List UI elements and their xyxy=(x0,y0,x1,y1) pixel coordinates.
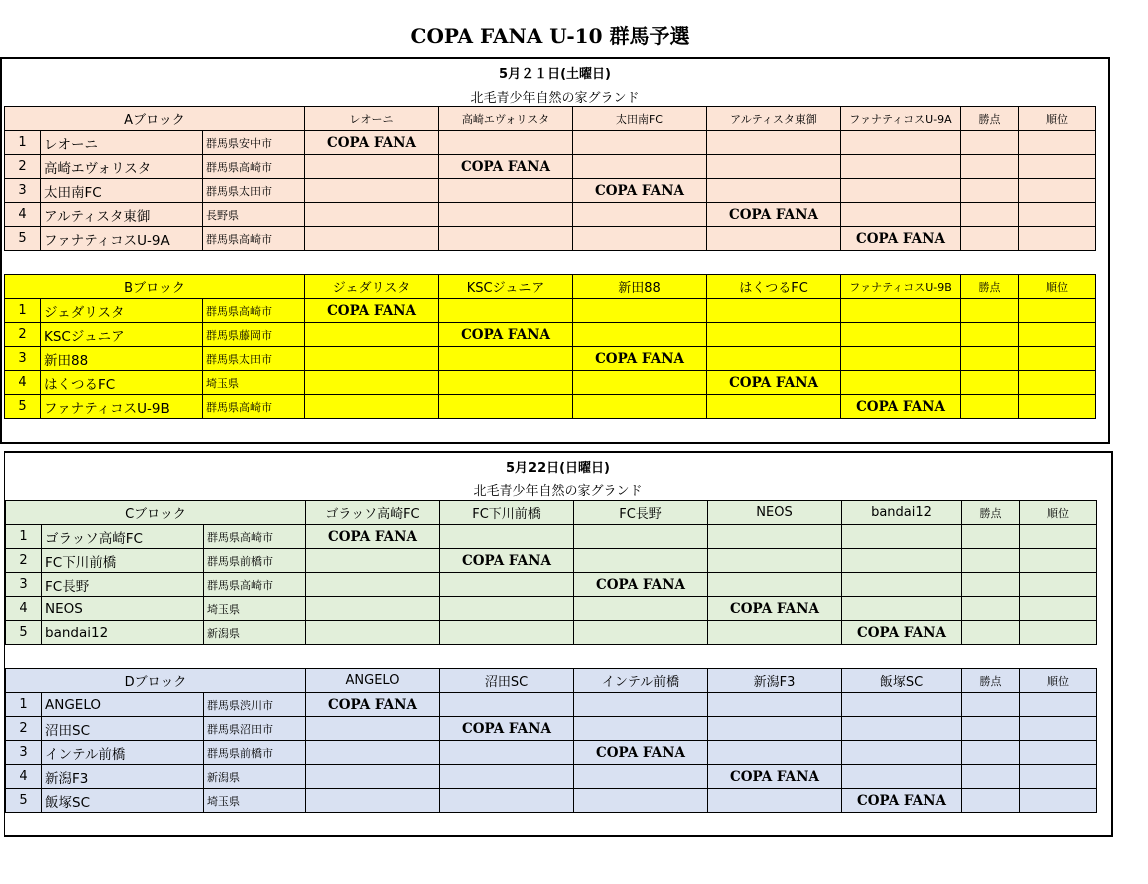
block-a-table xyxy=(4,106,1096,251)
match-result-cell xyxy=(306,717,440,741)
points-cell xyxy=(961,323,1019,347)
match-result-cell xyxy=(574,717,708,741)
match-result-cell xyxy=(707,131,841,155)
points-cell xyxy=(962,573,1020,597)
rank-cell xyxy=(1020,717,1097,741)
rank-cell xyxy=(1019,299,1096,323)
block-d-title: Dブロック xyxy=(6,669,306,693)
match-result-cell xyxy=(842,573,962,597)
block-a-team-row xyxy=(5,155,1096,179)
points-cell xyxy=(962,549,1020,573)
day2-panel xyxy=(4,451,1113,837)
copa-fana-diagonal-cell: COPA FANA xyxy=(841,227,961,251)
match-result-cell xyxy=(305,203,439,227)
match-result-cell xyxy=(841,371,961,395)
match-result-cell xyxy=(842,741,962,765)
rank-header: 順位 xyxy=(1020,501,1097,525)
team-name: ファナティコスU-9B xyxy=(41,395,203,419)
match-result-cell xyxy=(574,525,708,549)
team-location: 群馬県藤岡市 xyxy=(203,323,305,347)
match-result-cell xyxy=(841,203,961,227)
points-header: 勝点 xyxy=(962,501,1020,525)
copa-fana-diagonal-cell: COPA FANA xyxy=(440,717,574,741)
match-result-cell xyxy=(306,765,440,789)
block-b-header-row xyxy=(5,275,1096,299)
match-result-cell xyxy=(842,693,962,717)
block-a-col-label: 太田南FC xyxy=(573,107,707,131)
match-result-cell xyxy=(440,765,574,789)
block-d-col-label: 新潟F3 xyxy=(708,669,842,693)
match-result-cell xyxy=(305,179,439,203)
copa-fana-diagonal-cell: COPA FANA xyxy=(841,395,961,419)
copa-fana-diagonal-cell: COPA FANA xyxy=(707,371,841,395)
rank-cell xyxy=(1019,131,1096,155)
team-number: 3 xyxy=(6,573,42,597)
match-result-cell xyxy=(306,741,440,765)
match-result-cell xyxy=(708,525,842,549)
block-b-team-row xyxy=(5,395,1096,419)
rank-cell xyxy=(1020,573,1097,597)
day2-venue: 北毛青少年自然の家グランド xyxy=(473,484,643,499)
match-result-cell xyxy=(841,299,961,323)
match-result-cell xyxy=(842,597,962,621)
match-result-cell xyxy=(574,621,708,645)
block-c-team-row xyxy=(6,525,1097,549)
rank-cell xyxy=(1020,549,1097,573)
block-a-title: Aブロック xyxy=(5,107,305,131)
rank-cell xyxy=(1019,227,1096,251)
team-number: 3 xyxy=(5,179,41,203)
block-a-col-label: レオーニ xyxy=(305,107,439,131)
block-b-title: Bブロック xyxy=(5,275,305,299)
match-result-cell xyxy=(574,765,708,789)
points-cell xyxy=(962,717,1020,741)
team-number: 1 xyxy=(5,299,41,323)
block-c-col-label: bandai12 xyxy=(842,501,962,525)
block-c-team-row xyxy=(6,621,1097,645)
team-location: 群馬県高崎市 xyxy=(204,525,306,549)
match-result-cell xyxy=(708,549,842,573)
copa-fana-diagonal-cell: COPA FANA xyxy=(305,299,439,323)
match-result-cell xyxy=(306,597,440,621)
rank-cell xyxy=(1019,395,1096,419)
block-d-col-label: 飯塚SC xyxy=(842,669,962,693)
team-number: 2 xyxy=(6,549,42,573)
team-location: 群馬県安中市 xyxy=(203,131,305,155)
points-cell xyxy=(961,371,1019,395)
block-b-team-row xyxy=(5,299,1096,323)
team-number: 4 xyxy=(6,765,42,789)
match-result-cell xyxy=(708,741,842,765)
match-result-cell xyxy=(305,371,439,395)
team-location: 新潟県 xyxy=(204,621,306,645)
match-result-cell xyxy=(707,227,841,251)
team-name: 太田南FC xyxy=(41,179,203,203)
team-number: 4 xyxy=(5,203,41,227)
copa-fana-diagonal-cell: COPA FANA xyxy=(439,155,573,179)
copa-fana-diagonal-cell: COPA FANA xyxy=(574,741,708,765)
rank-cell xyxy=(1019,155,1096,179)
team-number: 3 xyxy=(5,347,41,371)
block-d-col-label: ANGELO xyxy=(306,669,440,693)
block-b-col-label: ジェダリスタ xyxy=(305,275,439,299)
block-d-team-row xyxy=(6,789,1097,813)
points-cell xyxy=(962,741,1020,765)
match-result-cell xyxy=(573,323,707,347)
points-header: 勝点 xyxy=(961,275,1019,299)
team-location: 群馬県前橋市 xyxy=(204,741,306,765)
team-number: 5 xyxy=(5,227,41,251)
team-name: 沼田SC xyxy=(42,717,204,741)
rank-cell xyxy=(1019,203,1096,227)
match-result-cell xyxy=(573,299,707,323)
block-a-header-row xyxy=(5,107,1096,131)
points-cell xyxy=(961,395,1019,419)
block-b-col-label: はくつるFC xyxy=(707,275,841,299)
block-c-table xyxy=(5,500,1097,645)
team-location: 埼玉県 xyxy=(203,371,305,395)
block-b-team-row xyxy=(5,347,1096,371)
match-result-cell xyxy=(440,525,574,549)
rank-cell xyxy=(1020,765,1097,789)
match-result-cell xyxy=(707,179,841,203)
rank-cell xyxy=(1019,323,1096,347)
match-result-cell xyxy=(439,371,573,395)
team-location: 群馬県沼田市 xyxy=(204,717,306,741)
block-c-team-row xyxy=(6,549,1097,573)
team-name: FC長野 xyxy=(42,573,204,597)
rank-cell xyxy=(1020,789,1097,813)
match-result-cell xyxy=(707,347,841,371)
match-result-cell xyxy=(440,597,574,621)
points-cell xyxy=(962,621,1020,645)
copa-fana-diagonal-cell: COPA FANA xyxy=(440,549,574,573)
match-result-cell xyxy=(305,347,439,371)
block-a-col-label: 高崎エヴォリスタ xyxy=(439,107,573,131)
match-result-cell xyxy=(573,227,707,251)
team-number: 3 xyxy=(6,741,42,765)
rank-header: 順位 xyxy=(1019,275,1096,299)
rank-cell xyxy=(1019,347,1096,371)
block-c-title: Cブロック xyxy=(6,501,306,525)
points-cell xyxy=(961,203,1019,227)
block-c-team-row xyxy=(6,573,1097,597)
match-result-cell xyxy=(707,299,841,323)
block-b-col-label: 新田88 xyxy=(573,275,707,299)
match-result-cell xyxy=(305,227,439,251)
team-location: 群馬県高崎市 xyxy=(203,227,305,251)
match-result-cell xyxy=(842,549,962,573)
block-b-team-row xyxy=(5,323,1096,347)
team-number: 4 xyxy=(6,597,42,621)
team-number: 1 xyxy=(6,693,42,717)
match-result-cell xyxy=(841,347,961,371)
team-name: 新潟F3 xyxy=(42,765,204,789)
match-result-cell xyxy=(439,299,573,323)
team-number: 1 xyxy=(5,131,41,155)
team-name: 新田88 xyxy=(41,347,203,371)
block-d-col-label: 沼田SC xyxy=(440,669,574,693)
points-header: 勝点 xyxy=(962,669,1020,693)
team-name: 高崎エヴォリスタ xyxy=(41,155,203,179)
team-number: 5 xyxy=(6,621,42,645)
team-number: 2 xyxy=(5,323,41,347)
points-header: 勝点 xyxy=(961,107,1019,131)
block-c-col-label: ゴラッソ高崎FC xyxy=(306,501,440,525)
day1-date: 5月２１日(土曜日) xyxy=(499,67,611,82)
match-result-cell xyxy=(842,525,962,549)
block-d-team-row xyxy=(6,741,1097,765)
match-result-cell xyxy=(708,693,842,717)
block-c-header-row xyxy=(6,501,1097,525)
copa-fana-diagonal-cell: COPA FANA xyxy=(439,323,573,347)
team-location: 群馬県高崎市 xyxy=(203,395,305,419)
day1-venue: 北毛青少年自然の家グランド xyxy=(470,91,640,106)
match-result-cell xyxy=(842,717,962,741)
match-result-cell xyxy=(305,323,439,347)
team-name: レオーニ xyxy=(41,131,203,155)
day1-panel xyxy=(0,57,1110,444)
points-cell xyxy=(962,597,1020,621)
match-result-cell xyxy=(573,371,707,395)
copa-fana-diagonal-cell: COPA FANA xyxy=(306,525,440,549)
match-result-cell xyxy=(439,347,573,371)
team-name: KSCジュニア xyxy=(41,323,203,347)
team-location: 群馬県高崎市 xyxy=(203,155,305,179)
match-result-cell xyxy=(306,549,440,573)
match-result-cell xyxy=(707,395,841,419)
points-cell xyxy=(961,155,1019,179)
team-name: はくつるFC xyxy=(41,371,203,395)
copa-fana-diagonal-cell: COPA FANA xyxy=(573,347,707,371)
team-location: 群馬県太田市 xyxy=(203,179,305,203)
match-result-cell xyxy=(841,155,961,179)
team-number: 2 xyxy=(6,717,42,741)
copa-fana-diagonal-cell: COPA FANA xyxy=(573,179,707,203)
block-c-col-label: FC長野 xyxy=(574,501,708,525)
copa-fana-diagonal-cell: COPA FANA xyxy=(708,765,842,789)
rank-header: 順位 xyxy=(1020,669,1097,693)
block-b-team-row xyxy=(5,371,1096,395)
match-result-cell xyxy=(439,179,573,203)
team-name: アルティスタ東御 xyxy=(41,203,203,227)
points-cell xyxy=(962,765,1020,789)
team-location: 埼玉県 xyxy=(204,789,306,813)
team-name: インテル前橋 xyxy=(42,741,204,765)
copa-fana-diagonal-cell: COPA FANA xyxy=(842,789,962,813)
match-result-cell xyxy=(440,573,574,597)
match-result-cell xyxy=(708,573,842,597)
match-result-cell xyxy=(708,717,842,741)
block-a-col-label: ファナティコスU-9A xyxy=(841,107,961,131)
block-b-col-label: ファナティコスU-9B xyxy=(841,275,961,299)
rank-cell xyxy=(1019,179,1096,203)
rank-cell xyxy=(1020,693,1097,717)
points-cell xyxy=(962,693,1020,717)
match-result-cell xyxy=(707,155,841,179)
block-c-team-row xyxy=(6,597,1097,621)
team-location: 群馬県渋川市 xyxy=(204,693,306,717)
team-number: 5 xyxy=(5,395,41,419)
rank-header: 順位 xyxy=(1019,107,1096,131)
copa-fana-diagonal-cell: COPA FANA xyxy=(305,131,439,155)
match-result-cell xyxy=(306,573,440,597)
points-cell xyxy=(962,525,1020,549)
copa-fana-diagonal-cell: COPA FANA xyxy=(842,621,962,645)
copa-fana-diagonal-cell: COPA FANA xyxy=(707,203,841,227)
team-location: 埼玉県 xyxy=(204,597,306,621)
block-a-team-row xyxy=(5,227,1096,251)
points-cell xyxy=(961,299,1019,323)
match-result-cell xyxy=(439,131,573,155)
block-b-table xyxy=(4,274,1096,419)
match-result-cell xyxy=(574,789,708,813)
points-cell xyxy=(961,347,1019,371)
rank-cell xyxy=(1019,371,1096,395)
team-number: 1 xyxy=(6,525,42,549)
block-c-col-label: NEOS xyxy=(708,501,842,525)
team-location: 群馬県前橋市 xyxy=(204,549,306,573)
block-a-team-row xyxy=(5,179,1096,203)
block-a-col-label: アルティスタ東御 xyxy=(707,107,841,131)
team-location: 新潟県 xyxy=(204,765,306,789)
block-a-team-row xyxy=(5,203,1096,227)
block-c-col-label: FC下川前橋 xyxy=(440,501,574,525)
team-name: ファナティコスU-9A xyxy=(41,227,203,251)
match-result-cell xyxy=(573,131,707,155)
team-name: NEOS xyxy=(42,597,204,621)
match-result-cell xyxy=(841,131,961,155)
team-name: bandai12 xyxy=(42,621,204,645)
team-location: 群馬県高崎市 xyxy=(204,573,306,597)
match-result-cell xyxy=(440,693,574,717)
match-result-cell xyxy=(708,621,842,645)
team-number: 2 xyxy=(5,155,41,179)
match-result-cell xyxy=(306,789,440,813)
day2-date: 5月22日(日曜日) xyxy=(505,461,611,476)
match-result-cell xyxy=(841,179,961,203)
match-result-cell xyxy=(305,395,439,419)
team-location: 長野県 xyxy=(203,203,305,227)
block-b-col-label: KSCジュニア xyxy=(439,275,573,299)
match-result-cell xyxy=(707,323,841,347)
team-location: 群馬県太田市 xyxy=(203,347,305,371)
match-result-cell xyxy=(573,155,707,179)
match-result-cell xyxy=(306,621,440,645)
match-result-cell xyxy=(574,693,708,717)
copa-fana-diagonal-cell: COPA FANA xyxy=(708,597,842,621)
match-result-cell xyxy=(439,395,573,419)
match-result-cell xyxy=(841,323,961,347)
match-result-cell xyxy=(439,227,573,251)
copa-fana-diagonal-cell: COPA FANA xyxy=(574,573,708,597)
match-result-cell xyxy=(440,789,574,813)
match-result-cell xyxy=(573,203,707,227)
rank-cell xyxy=(1020,741,1097,765)
match-result-cell xyxy=(573,395,707,419)
rank-cell xyxy=(1020,597,1097,621)
team-name: 飯塚SC xyxy=(42,789,204,813)
rank-cell xyxy=(1020,525,1097,549)
points-cell xyxy=(961,179,1019,203)
copa-fana-diagonal-cell: COPA FANA xyxy=(306,693,440,717)
block-d-team-row xyxy=(6,717,1097,741)
team-number: 5 xyxy=(6,789,42,813)
team-name: FC下川前橋 xyxy=(42,549,204,573)
match-result-cell xyxy=(574,597,708,621)
points-cell xyxy=(962,789,1020,813)
team-name: ジェダリスタ xyxy=(41,299,203,323)
block-d-table xyxy=(5,668,1097,813)
block-d-team-row xyxy=(6,765,1097,789)
match-result-cell xyxy=(305,155,439,179)
block-d-col-label: インテル前橋 xyxy=(574,669,708,693)
points-cell xyxy=(961,131,1019,155)
block-a-team-row xyxy=(5,131,1096,155)
match-result-cell xyxy=(439,203,573,227)
rank-cell xyxy=(1020,621,1097,645)
team-location: 群馬県高崎市 xyxy=(203,299,305,323)
match-result-cell xyxy=(574,549,708,573)
match-result-cell xyxy=(842,765,962,789)
team-name: ゴラッソ高崎FC xyxy=(42,525,204,549)
block-d-team-row xyxy=(6,693,1097,717)
match-result-cell xyxy=(440,621,574,645)
team-number: 4 xyxy=(5,371,41,395)
match-result-cell xyxy=(440,741,574,765)
match-result-cell xyxy=(708,789,842,813)
block-d-header-row xyxy=(6,669,1097,693)
points-cell xyxy=(961,227,1019,251)
page-title: COPA FANA U-10 群馬予選 xyxy=(410,24,690,48)
team-name: ANGELO xyxy=(42,693,204,717)
